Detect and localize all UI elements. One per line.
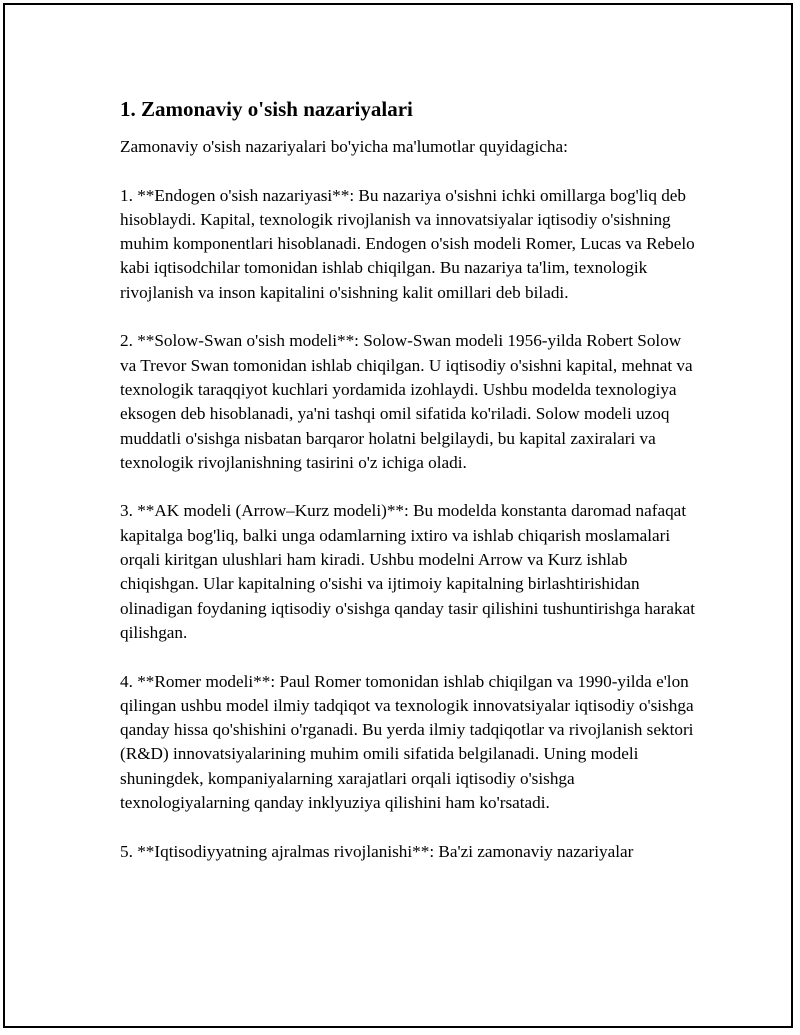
- item-ak-model: 3. **AK modeli (Arrow–Kurz modeli)**: Bu modelda konstanta daromad nafaqat kapitalga bog'liq, balki unga odamlarning ixtiro va ishlab chiqarish moslamalari orqali kiritgan ulushlari ham kiradi. Ushbu modelni Arrow va Kurz ishlab chiqishgan. Ular kapitalning o'sishi va ijtimoiy kapitalning birlashtirishidan olinadigan foydaning iqtisodiy o'sishga qanday tasir qilishini tushuntirishga harakat qilishgan.: [120, 501, 695, 642]
- item-romer-model: 4. **Romer modeli**: Paul Romer tomonidan ishlab chiqilgan va 1990-yilda e'lon qilingan ushbu model ilmiy tadqiqot va texnologik innovatsiyalar iqtisodiy o'sishga qanday hissa qo'shishini o'rganadi. Bu yerda ilmiy tadqiqotlar va rivojlanish sektori (R&D) innovatsiyalarining muhim omili sifatida belgilanadi. Uning modeli shuningdek, kompaniyalarning xarajatlari orqali iqtisodiy o'sishga texnologiyalarning qanday inklyuziya qilishini ham ko'rsatadi.: [120, 671, 694, 813]
- section-heading: 1. Zamonaviy o'sish nazariyalari: [120, 97, 413, 121]
- item-solow-swan-model: 2. **Solow-Swan o'sish modeli**: Solow-Swan modeli 1956-yilda Robert Solow va Trevor Swan tomonidan ishlab chiqilgan. U iqtisodiy o'sishni kapital, mehnat va texnologik taraqqiyot kuchlari yordamida izohlaydi. Ushbu modelda texnologiya eksogen deb hisoblanadi, ya'ni tashqi omil sifatida ko'riladi. Solow modeli uzoq muddatli o'sishga nisbatan barqaror holatni belgilaydi, bu kapital zaxiralari va texnologik rivojlanishning tasirini o'z ichiga oladi.: [120, 331, 693, 472]
- document-page: [3, 3, 793, 1028]
- intro-paragraph: Zamonaviy o'sish nazariyalari bo'yicha ma'lumotlar quyidagicha:: [120, 137, 568, 156]
- item-endogen-growth: 1. **Endogen o'sish nazariyasi**: Bu nazariya o'sishni ichki omillarga bog'liq deb hisoblaydi. Kapital, texnologik rivojlanish va innovatsiyalar iqtisodiy o'sishning muhim komponentlari hisoblanadi. Endogen o'sish modeli Romer, Lucas va Rebelo kabi iqtisodchilar tomonidan ishlab chiqilgan. Bu nazariya ta'lim, texnologik rivojlanish va inson kapitalini o'sishning kalit omillari deb biladi.: [120, 185, 695, 302]
- document-content: [120, 95, 695, 888]
- item-economy-development: 5. **Iqtisodiyyatning ajralmas rivojlanishi**: Ba'zi zamonaviy nazariyalar: [120, 841, 634, 861]
